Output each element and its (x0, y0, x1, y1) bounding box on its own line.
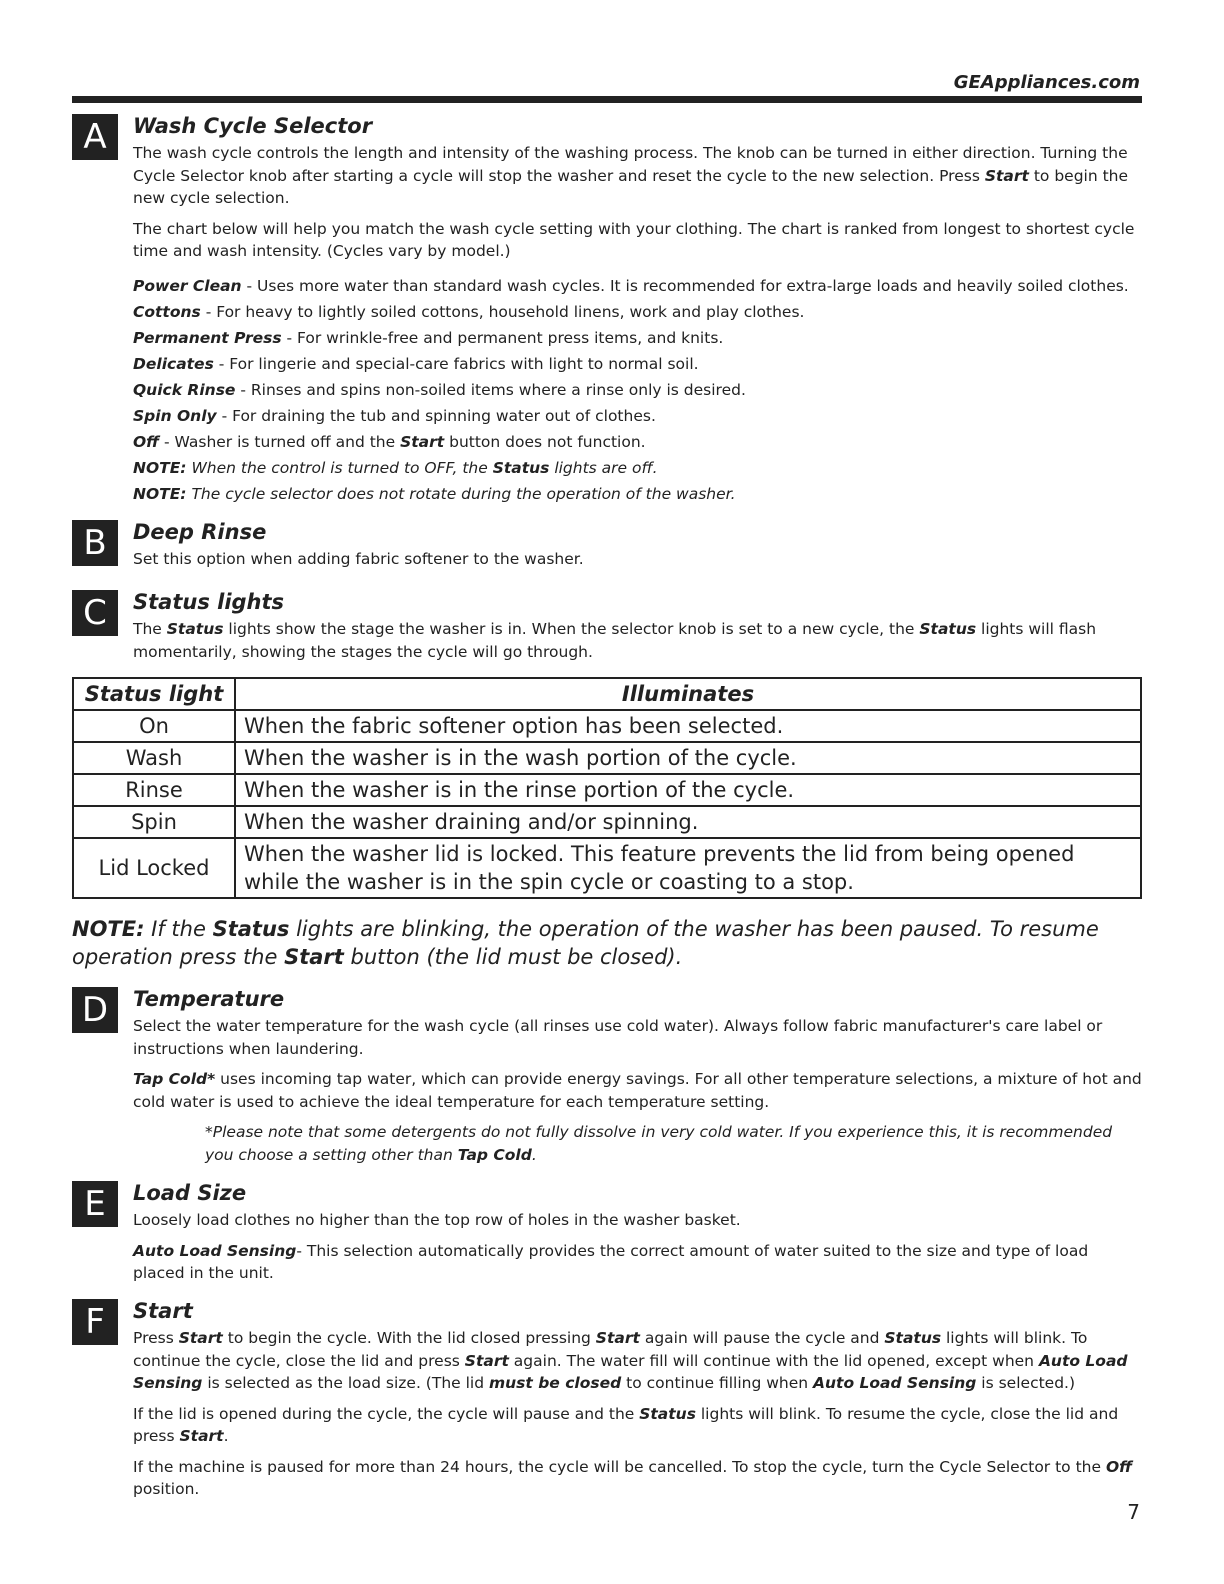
illuminates-cell: When the washer lid is locked. This feature prevents the lid from being opened while the washer is in the spin cycle or coasting to a stop. (235, 838, 1141, 898)
paragraph: If the lid is opened during the cycle, the cycle will pause and the Status lights will blink. To resume the cycle, close the lid and press Start. (133, 1404, 1119, 1445)
footnote: *Please note that some detergents do not fully dissolve in very cold water. If you experience this, it is recommended you choose a setting other than Tap Cold. (205, 1123, 1113, 1164)
table-row (73, 774, 1141, 806)
paragraph: Tap Cold* uses incoming tap water, which can provide energy savings. For all other temperature selections, a mixture of hot and cold water is used to achieve the ideal temperature for each temperature setting. (133, 1070, 1142, 1111)
paragraph: The wash cycle controls the length and intensity of the washing process. The knob can be turned in either direction. Turning the Cycle Selector knob after starting a cycle will stop the washer and reset the cycle to the new selection. Press Start to begin the new cycle selection. (133, 144, 1129, 207)
column-header: Illuminates (235, 678, 1141, 710)
status-light-cell: Lid Locked (73, 838, 235, 898)
section-badge: E (72, 1181, 118, 1227)
section-badge: F (72, 1299, 118, 1345)
section-title: Start (133, 1299, 193, 1323)
section-temperature (72, 985, 1142, 1166)
section-title: Load Size (133, 1181, 247, 1205)
paragraph: Press Start to begin the cycle. With the lid closed pressing Start again will pause the cycle and Status lights will blink. To continue the cycle, close the lid and press Start again. The water fill will continue with the lid opened, except when Auto Load Sensing is selected as the load size. (The lid must be closed to continue filling when Auto Load Sensing is selected.) (133, 1329, 1128, 1392)
status-light-cell: Wash (73, 742, 235, 774)
paragraph: Auto Load Sensing- This selection automatically provides the correct amount of water suited to the size and type of load placed in the unit. (133, 1241, 1089, 1282)
page-number: 7 (1127, 1500, 1140, 1524)
column-header: Status light (73, 678, 235, 710)
section-badge: C (72, 590, 118, 636)
illuminates-cell: When the washer is in the wash portion of the cycle. (235, 742, 1141, 774)
cycle-item: Spin Only - For draining the tub and spinning water out of clothes. (133, 406, 656, 425)
cycle-item-off: Off - Washer is turned off and the Start button does not function. (133, 432, 646, 451)
illuminates-cell: When the fabric softener option has been selected. (235, 710, 1141, 742)
section-title: Temperature (133, 987, 285, 1011)
section-badge: A (72, 114, 118, 160)
section-title: Deep Rinse (133, 520, 267, 544)
status-light-cell: Spin (73, 806, 235, 838)
paragraph: The chart below will help you match the wash cycle setting with your clothing. The chart is ranked from longest to shortest cycle time and wash intensity. (Cycles vary by model.) (133, 219, 1135, 260)
section-deep-rinse (72, 518, 1142, 579)
cycle-item: Quick Rinse - Rinses and spins non-soiled items where a rinse only is desired. (133, 380, 746, 399)
status-light-cell: Rinse (73, 774, 235, 806)
illuminates-cell: When the washer draining and/or spinning. (235, 806, 1141, 838)
table-row (73, 742, 1141, 774)
status-light-cell: On (73, 710, 235, 742)
cycle-item: Permanent Press - For wrinkle-free and permanent press items, and knits. (133, 328, 724, 347)
note: NOTE: When the control is turned to OFF, the Status lights are off. (133, 458, 658, 477)
section-load-size (72, 1179, 1142, 1293)
header-rule (72, 96, 1142, 103)
cycle-list (133, 273, 1142, 507)
illuminates-cell: When the washer is in the rinse portion of the cycle. (235, 774, 1141, 806)
site-url: GEAppliances.com (953, 72, 1140, 93)
section-title: Wash Cycle Selector (133, 114, 373, 138)
section-wash-cycle-selector (72, 112, 1142, 507)
cycle-item: Power Clean - Uses more water than standard wash cycles. It is recommended for extra-large loads and heavily soiled clothes. (133, 276, 1129, 295)
paragraph: Loosely load clothes no higher than the top row of holes in the washer basket. (133, 1211, 741, 1229)
pause-note: NOTE: If the Status lights are blinking, the operation of the washer has been paused. To resume operation press the Start button (the lid must be closed). (72, 917, 1099, 969)
note: NOTE: The cycle selector does not rotate during the operation of the washer. (133, 484, 736, 503)
section-title: Status lights (133, 590, 285, 614)
section-badge: B (72, 520, 118, 566)
paragraph: Select the water temperature for the wash cycle (all rinses use cold water). Always follow fabric manufacturer's care label or instructions when laundering. (133, 1017, 1103, 1058)
section-badge: D (72, 987, 118, 1033)
cycle-item: Delicates - For lingerie and special-care fabrics with light to normal soil. (133, 354, 699, 373)
table-header-row (73, 678, 1141, 710)
section-start (72, 1297, 1142, 1509)
paragraph: If the machine is paused for more than 24 hours, the cycle will be cancelled. To stop the cycle, turn the Cycle Selector to the Off position. (133, 1457, 1133, 1498)
section-status-lights (72, 588, 1142, 671)
cycle-item: Cottons - For heavy to lightly soiled cottons, household linens, work and play clothes. (133, 302, 805, 321)
table-row (73, 806, 1141, 838)
table-row (73, 710, 1141, 742)
paragraph: The Status lights show the stage the washer is in. When the selector knob is set to a new cycle, the Status lights will flash momentarily, showing the stages the cycle will go through. (133, 620, 1097, 661)
table-row (73, 838, 1141, 898)
status-light-table (72, 677, 1142, 899)
paragraph: Set this option when adding fabric softener to the washer. (133, 550, 584, 568)
